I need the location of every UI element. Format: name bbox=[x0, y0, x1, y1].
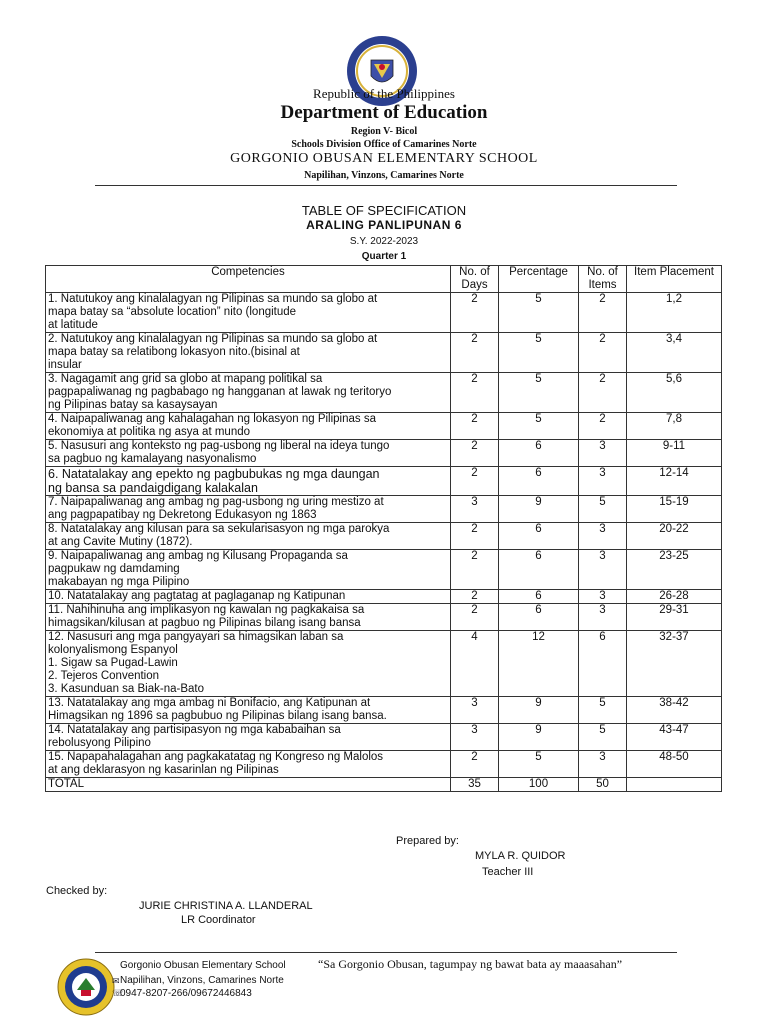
items-cell: 3 bbox=[579, 523, 627, 550]
percentage-cell: 5 bbox=[499, 293, 579, 333]
footer-divider bbox=[95, 952, 677, 953]
table-row bbox=[46, 496, 722, 523]
percentage-cell: 6 bbox=[499, 550, 579, 590]
items-cell: 2 bbox=[579, 373, 627, 413]
total-items: 50 bbox=[579, 778, 627, 792]
placement-cell: 7,8 bbox=[627, 413, 722, 440]
days-cell: 3 bbox=[451, 496, 499, 523]
competency-cell: 7. Naipapaliwanag ang ambag ng pag-usbong ng uring mestizo at ang pagpapatibay ng Dekretong Edukasyon ng 1863 bbox=[46, 496, 451, 523]
total-days: 35 bbox=[451, 778, 499, 792]
specification-table bbox=[45, 265, 722, 792]
placement-cell: 5,6 bbox=[627, 373, 722, 413]
preparer-position: Teacher III bbox=[482, 866, 534, 878]
items-cell: 6 bbox=[579, 631, 627, 697]
placement-cell: 3,4 bbox=[627, 333, 722, 373]
percentage-cell: 5 bbox=[499, 413, 579, 440]
table-row bbox=[46, 550, 722, 590]
placement-cell: 38-42 bbox=[627, 697, 722, 724]
items-cell: 3 bbox=[579, 550, 627, 590]
table-row bbox=[46, 467, 722, 496]
percentage-cell: 6 bbox=[499, 467, 579, 496]
header-school-name: GORGONIO OBUSAN ELEMENTARY SCHOOL bbox=[230, 151, 538, 166]
checker-name: JURIE CHRISTINA A. LLANDERAL bbox=[139, 900, 313, 912]
footer-school-name: Gorgonio Obusan Elementary School bbox=[120, 960, 286, 971]
competency-cell: 2. Natutukoy ang kinalalagyan ng Pilipinas sa mundo sa globo at mapa batay sa relatibong lokasyon nito.(bisinal at insular bbox=[46, 333, 451, 373]
document-school-year: S.Y. 2022-2023 bbox=[349, 236, 419, 247]
percentage-cell: 5 bbox=[499, 333, 579, 373]
items-cell: 5 bbox=[579, 697, 627, 724]
placement-cell: 9-11 bbox=[627, 440, 722, 467]
phone-icon: ☏ bbox=[112, 988, 124, 998]
table-row bbox=[46, 373, 722, 413]
days-cell: 2 bbox=[451, 413, 499, 440]
table-row bbox=[46, 293, 722, 333]
header-placement: Item Placement bbox=[627, 266, 722, 293]
header-items: No. of Items bbox=[579, 266, 627, 293]
days-cell: 2 bbox=[451, 590, 499, 604]
placement-cell: 15-19 bbox=[627, 496, 722, 523]
document-title: TABLE OF SPECIFICATION bbox=[301, 203, 467, 218]
prepared-by-label: Prepared by: bbox=[396, 835, 459, 847]
days-cell: 2 bbox=[451, 333, 499, 373]
header-republic: Republic of the Philippines bbox=[313, 86, 455, 101]
footer-address: Napilihan, Vinzons, Camarines Norte bbox=[120, 975, 284, 986]
items-cell: 3 bbox=[579, 751, 627, 778]
table-row bbox=[46, 604, 722, 631]
document-quarter: Quarter 1 bbox=[361, 251, 407, 262]
competency-cell: 4. Naipapaliwanag ang kahalagahan ng lokasyon ng Pilipinas sa ekonomiya at politika ng asya at mundo bbox=[46, 413, 451, 440]
header-division: Schools Division Office of Camarines Norte bbox=[291, 139, 477, 150]
table-row bbox=[46, 413, 722, 440]
placement-cell: 12-14 bbox=[627, 467, 722, 496]
days-cell: 3 bbox=[451, 724, 499, 751]
header-divider bbox=[95, 185, 677, 186]
placement-cell: 1,2 bbox=[627, 293, 722, 333]
placement-cell: 32-37 bbox=[627, 631, 722, 697]
total-percentage: 100 bbox=[499, 778, 579, 792]
placement-cell: 23-25 bbox=[627, 550, 722, 590]
items-cell: 2 bbox=[579, 413, 627, 440]
days-cell: 2 bbox=[451, 467, 499, 496]
percentage-cell: 5 bbox=[499, 751, 579, 778]
preparer-name: MYLA R. QUIDOR bbox=[475, 850, 566, 862]
footer-contact: 0947-8207-266/09672446843 bbox=[120, 988, 252, 999]
items-cell: 3 bbox=[579, 590, 627, 604]
competency-cell: 9. Naipapaliwanag ang ambag ng Kilusang Propaganda sa pagpukaw ng damdaming makabayan ng mga Pilipino bbox=[46, 550, 451, 590]
table-row bbox=[46, 724, 722, 751]
header-address: Napilihan, Vinzons, Camarines Norte bbox=[304, 170, 464, 181]
competency-cell: 14. Natatalakay ang partisipasyon ng mga kababaihan sa rebolusyong Pilipino bbox=[46, 724, 451, 751]
percentage-cell: 6 bbox=[499, 440, 579, 467]
placement-cell: 26-28 bbox=[627, 590, 722, 604]
percentage-cell: 6 bbox=[499, 604, 579, 631]
competency-cell: 11. Nahihinuha ang implikasyon ng kawalan ng pagkakaisa sa himagsikan/kilusan at pagbuo ng Pilipinas bilang isang bansa bbox=[46, 604, 451, 631]
competency-cell: 10. Natatalakay ang pagtatag at paglaganap ng Katipunan bbox=[46, 590, 451, 604]
header-department: Department of Education bbox=[280, 102, 488, 123]
checked-by-label: Checked by: bbox=[46, 885, 108, 897]
competency-cell: 13. Natatalakay ang mga ambag ni Bonifacio, ang Katipunan at Himagsikan ng 1896 sa pagbubuo ng Pilipinas bilang isang bansa. bbox=[46, 697, 451, 724]
days-cell: 2 bbox=[451, 604, 499, 631]
competency-cell: 8. Natatalakay ang kilusan para sa sekularisasyon ng mga parokya at ang Cavite Mutiny (1872). bbox=[46, 523, 451, 550]
days-cell: 2 bbox=[451, 550, 499, 590]
table-row bbox=[46, 523, 722, 550]
total-label: TOTAL bbox=[46, 778, 451, 792]
placement-cell: 20-22 bbox=[627, 523, 722, 550]
header-competencies: Competencies bbox=[46, 266, 451, 293]
competency-cell: 12. Nasusuri ang mga pangyayari sa himagsikan laban sa kolonyalismong Espanyol 1. Sigaw sa Pugad-Lawin 2. Tejeros Convention 3. Kasunduan sa Biak-na-Bato bbox=[46, 631, 451, 697]
table-row bbox=[46, 697, 722, 724]
header-percentage: Percentage bbox=[499, 266, 579, 293]
table-row bbox=[46, 751, 722, 778]
table-row bbox=[46, 631, 722, 697]
days-cell: 2 bbox=[451, 751, 499, 778]
footer-motto: “Sa Gorgonio Obusan, tagumpay ng bawat bata ay maaasahan” bbox=[318, 957, 623, 971]
placement-cell: 43-47 bbox=[627, 724, 722, 751]
header-region: Region V- Bicol bbox=[350, 126, 418, 137]
items-cell: 5 bbox=[579, 724, 627, 751]
items-cell: 2 bbox=[579, 293, 627, 333]
competency-cell: 15. Napapahalagahan ang pagkakatatag ng Kongreso ng Malolos at ang deklarasyon ng kasarinlan ng Pilipinas bbox=[46, 751, 451, 778]
competency-cell: 3. Nagagamit ang grid sa globo at mapang politikal sa pagpapaliwanag ng pagbabago ng hangganan at lawak ng teritoryo ng Pilipinas batay sa kasaysayan bbox=[46, 373, 451, 413]
items-cell: 3 bbox=[579, 604, 627, 631]
total-placement bbox=[627, 778, 722, 792]
items-cell: 3 bbox=[579, 440, 627, 467]
days-cell: 2 bbox=[451, 523, 499, 550]
checker-position: LR Coordinator bbox=[181, 914, 256, 926]
school-logo bbox=[57, 958, 115, 1016]
location-icon: ✉ bbox=[112, 976, 120, 986]
percentage-cell: 5 bbox=[499, 373, 579, 413]
items-cell: 3 bbox=[579, 467, 627, 496]
days-cell: 3 bbox=[451, 697, 499, 724]
percentage-cell: 9 bbox=[499, 697, 579, 724]
percentage-cell: 9 bbox=[499, 724, 579, 751]
placement-cell: 29-31 bbox=[627, 604, 722, 631]
document-subject: ARALING PANLIPUNAN 6 bbox=[306, 218, 462, 232]
competency-cell: 6. Natatalakay ang epekto ng pagbubukas ng mga daungan ng bansa sa pandaigdigang kalakalan bbox=[46, 467, 451, 496]
table-row bbox=[46, 440, 722, 467]
days-cell: 2 bbox=[451, 373, 499, 413]
days-cell: 4 bbox=[451, 631, 499, 697]
table-row bbox=[46, 333, 722, 373]
competency-cell: 1. Natutukoy ang kinalalagyan ng Pilipinas sa mundo sa globo at mapa batay sa “absolute location” nito (longitude at latitude bbox=[46, 293, 451, 333]
header-days: No. of Days bbox=[451, 266, 499, 293]
percentage-cell: 12 bbox=[499, 631, 579, 697]
days-cell: 2 bbox=[451, 293, 499, 333]
table-row bbox=[46, 590, 722, 604]
placement-cell: 48-50 bbox=[627, 751, 722, 778]
items-cell: 5 bbox=[579, 496, 627, 523]
table-header-row bbox=[46, 266, 722, 293]
percentage-cell: 9 bbox=[499, 496, 579, 523]
days-cell: 2 bbox=[451, 440, 499, 467]
percentage-cell: 6 bbox=[499, 523, 579, 550]
items-cell: 2 bbox=[579, 333, 627, 373]
percentage-cell: 6 bbox=[499, 590, 579, 604]
competency-cell: 5. Nasusuri ang konteksto ng pag-usbong ng liberal na ideya tungo sa pagbuo ng kamalayang nasyonalismo bbox=[46, 440, 451, 467]
table-total-row bbox=[46, 778, 722, 792]
